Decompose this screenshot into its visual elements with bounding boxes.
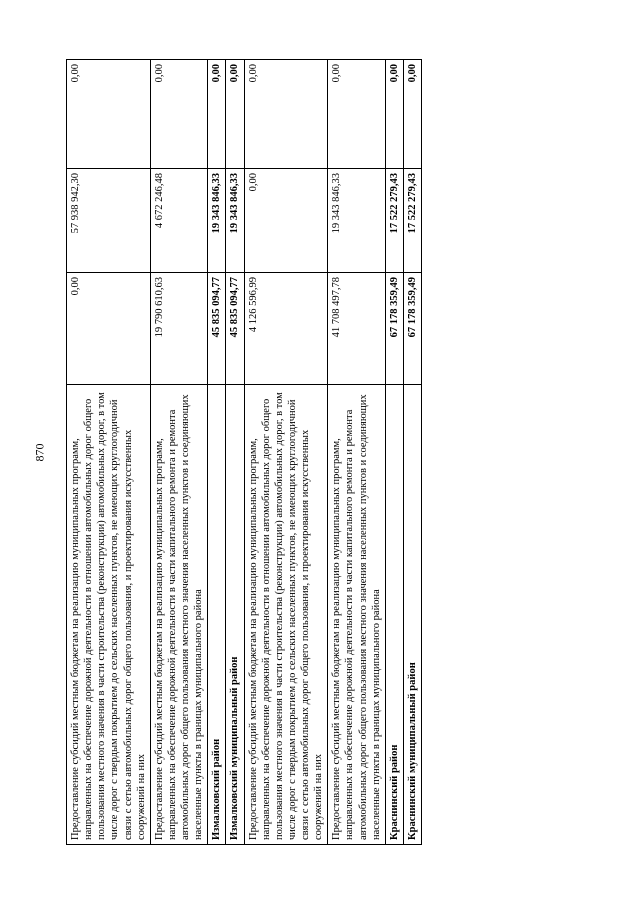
row-value-2: 19 343 846,33 [208,169,226,273]
row-description: Измалковский район [208,385,226,845]
row-value-2: 57 938 942,30 [67,169,151,273]
rotated-table-container [66,60,558,845]
table-row [244,60,328,845]
row-description: Краснинский район [385,385,403,845]
row-value-2: 17 522 279,43 [385,169,403,273]
row-value-1: 45 835 094,77 [226,273,244,385]
row-value-1: 19 790 610,63 [150,273,208,385]
row-value-3: 0,00 [328,60,386,169]
row-value-2: 19 343 846,33 [328,169,386,273]
page-number [30,0,50,905]
row-value-2: 17 522 279,43 [403,169,421,273]
table-row [226,60,244,845]
row-value-2: 0,00 [244,169,328,273]
row-description: Предоставление субсидий местным бюджетам на реализацию муниципальных программ, направленных на обеспечение дорожной деятельности в отношении автомобильных дорог общего пользования местного значения в части строительства (реконструкции) автомобильных дорог, в том числе дорог с твердым покрытием до сельских населенных пунктов, не имеющих круглогодичной связи с сетью автомобильных дорог общего пользования, и проектирования искусственных сооружений на них [67,385,151,845]
row-value-3: 0,00 [150,60,208,169]
row-value-1: 4 126 596,99 [244,273,328,385]
row-value-3: 0,00 [385,60,403,169]
row-value-1: 45 835 094,77 [208,273,226,385]
row-value-1: 0,00 [67,273,151,385]
row-value-2: 19 343 846,33 [226,169,244,273]
row-description: Предоставление субсидий местным бюджетам на реализацию муниципальных программ, направленных на обеспечение дорожной деятельности в части капитального ремонта и ремонта автомобильных дорог общего пользования местного значения населенных пунктов и соединяющих населенные пункты в границах муниципального района [150,385,208,845]
row-value-1: 67 178 359,49 [403,273,421,385]
row-description: Предоставление субсидий местным бюджетам на реализацию муниципальных программ, направленных на обеспечение дорожной деятельности в части капитального ремонта и ремонта автомобильных дорог общего пользования местного значения населенных пунктов и соединяющих населенные пункты в границах муниципального района [328,385,386,845]
page-number-text: 870 [32,443,47,462]
row-value-3: 0,00 [244,60,328,169]
row-description: Краснинский муниципальный район [403,385,421,845]
table-row [328,60,386,845]
row-value-3: 0,00 [226,60,244,169]
table-row [67,60,151,845]
row-value-1: 41 708 497,78 [328,273,386,385]
table-row [208,60,226,845]
budget-table [66,59,422,845]
row-value-1: 67 178 359,49 [385,273,403,385]
row-value-3: 0,00 [403,60,421,169]
row-description: Предоставление субсидий местным бюджетам на реализацию муниципальных программ, направленных на обеспечение дорожной деятельности в отношении автомобильных дорог общего пользования местного значения в части строительства (реконструкции) автомобильных дорог, в том числе дорог с твердым покрытием до сельских населенных пунктов, не имеющих круглогодичной связи с сетью автомобильных дорог общего пользования, и проектирования искусственных сооружений на них [244,385,328,845]
row-description: Измалковский муниципальный район [226,385,244,845]
table-row [150,60,208,845]
table-row [403,60,421,845]
budget-table-body [67,60,422,845]
table-row [385,60,403,845]
row-value-3: 0,00 [67,60,151,169]
row-value-2: 4 672 246,48 [150,169,208,273]
row-value-3: 0,00 [208,60,226,169]
